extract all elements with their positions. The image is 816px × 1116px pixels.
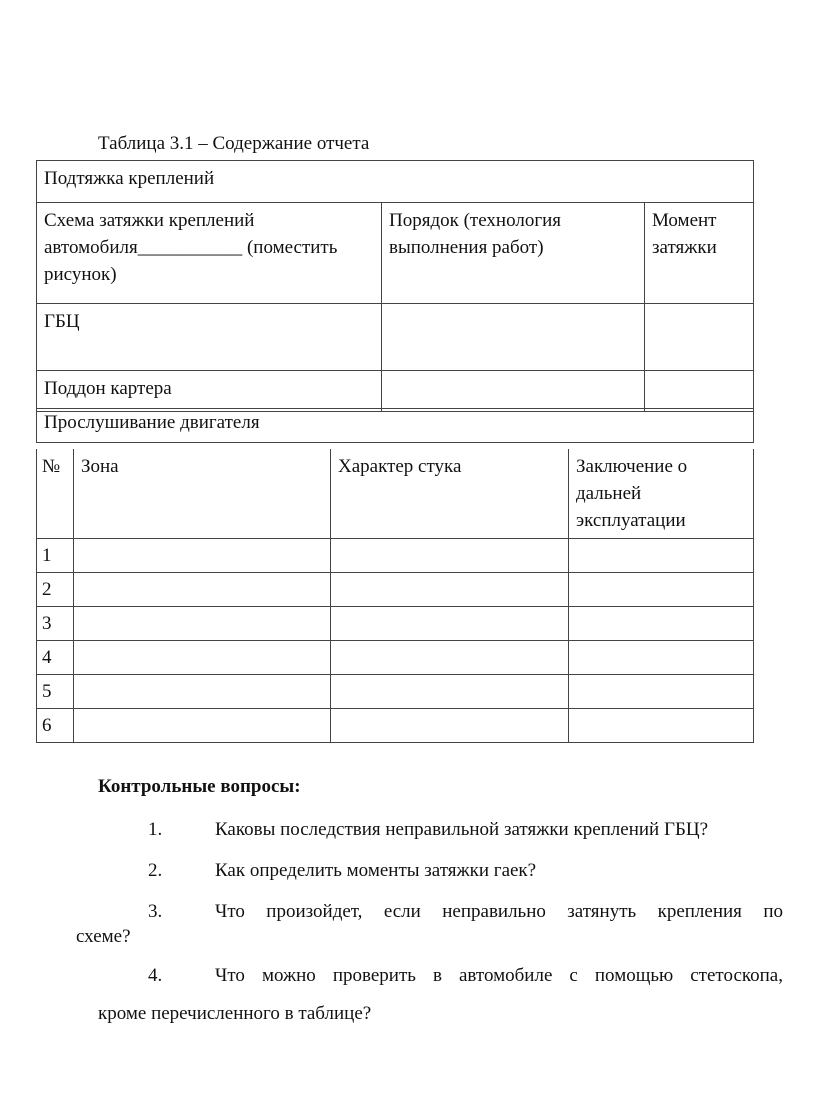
- table-row: [37, 539, 754, 573]
- header-zone: Зона: [74, 449, 331, 539]
- question-text-continued: кроме перечисленного в таблице?: [98, 1003, 372, 1024]
- cell-knock[interactable]: [331, 675, 569, 709]
- cell-zone[interactable]: [74, 709, 331, 743]
- cell-zone[interactable]: [74, 607, 331, 641]
- cell-order[interactable]: [382, 371, 645, 412]
- question-number: 1.: [148, 819, 163, 840]
- cell-conclusion[interactable]: [569, 607, 754, 641]
- question-number: 4.: [148, 965, 163, 986]
- engine-listening-table: [36, 408, 754, 443]
- cell-conclusion[interactable]: [569, 641, 754, 675]
- row-number: 5: [37, 675, 74, 709]
- cell-conclusion[interactable]: [569, 675, 754, 709]
- table-row: [37, 641, 754, 675]
- cell-knock[interactable]: [331, 573, 569, 607]
- tightening-table: [36, 160, 754, 412]
- tightening-table-title: Подтяжка креплений: [37, 161, 754, 203]
- row-number: 6: [37, 709, 74, 743]
- question-text: Каковы последствия неправильной затяжки креплений ГБЦ?: [215, 819, 709, 840]
- cell-zone[interactable]: [74, 539, 331, 573]
- cell-zone[interactable]: [74, 573, 331, 607]
- row-number: 3: [37, 607, 74, 641]
- cell-torque[interactable]: [645, 371, 754, 412]
- questions-title: Контрольные вопросы:: [98, 776, 301, 797]
- cell-conclusion[interactable]: [569, 539, 754, 573]
- cell-knock[interactable]: [331, 607, 569, 641]
- cell-zone[interactable]: [74, 641, 331, 675]
- row-number: 1: [37, 539, 74, 573]
- question-text: Что произойдет, если неправильно затянуть крепления по: [215, 901, 783, 922]
- header-scheme: Схема затяжки креплений автомобиля___________ (поместить рисунок): [37, 203, 382, 304]
- header-number: №: [37, 449, 74, 539]
- cell-order[interactable]: [382, 304, 645, 371]
- question-text: Что можно проверить в автомобиле с помощью стетоскопа,: [215, 965, 783, 986]
- table-caption: Таблица 3.1 – Содержание отчета: [98, 133, 370, 154]
- engine-table-title-cell: [37, 409, 754, 443]
- cell-knock[interactable]: [331, 709, 569, 743]
- table-row: [37, 607, 754, 641]
- cell-conclusion[interactable]: [569, 573, 754, 607]
- header-torque: Момент затяжки: [645, 203, 754, 304]
- table-row: [37, 304, 754, 371]
- cell-zone[interactable]: [74, 675, 331, 709]
- cell-knock[interactable]: [331, 641, 569, 675]
- engine-listening-grid: [36, 449, 754, 743]
- header-conclusion: Заключение о дальней эксплуатации: [569, 449, 754, 539]
- cell-conclusion[interactable]: [569, 709, 754, 743]
- row-label-cylinder-head: ГБЦ: [37, 304, 382, 371]
- row-number: 4: [37, 641, 74, 675]
- table-row: [37, 371, 754, 412]
- header-order: Порядок (технология выполнения работ): [382, 203, 645, 304]
- table-row: [37, 675, 754, 709]
- question-number: 3.: [148, 901, 163, 922]
- cell-torque[interactable]: [645, 304, 754, 371]
- header-knock: Характер стука: [331, 449, 569, 539]
- cell-knock[interactable]: [331, 539, 569, 573]
- question-text-continued: схеме?: [76, 926, 131, 947]
- engine-table-title: Прослушивание двигателя: [44, 412, 260, 433]
- question-text: Как определить моменты затяжки гаек?: [215, 860, 537, 881]
- row-number: 2: [37, 573, 74, 607]
- question-number: 2.: [148, 860, 163, 881]
- table-row: [37, 709, 754, 743]
- table-row: [37, 573, 754, 607]
- row-label-oil-pan: Поддон картера: [37, 371, 382, 412]
